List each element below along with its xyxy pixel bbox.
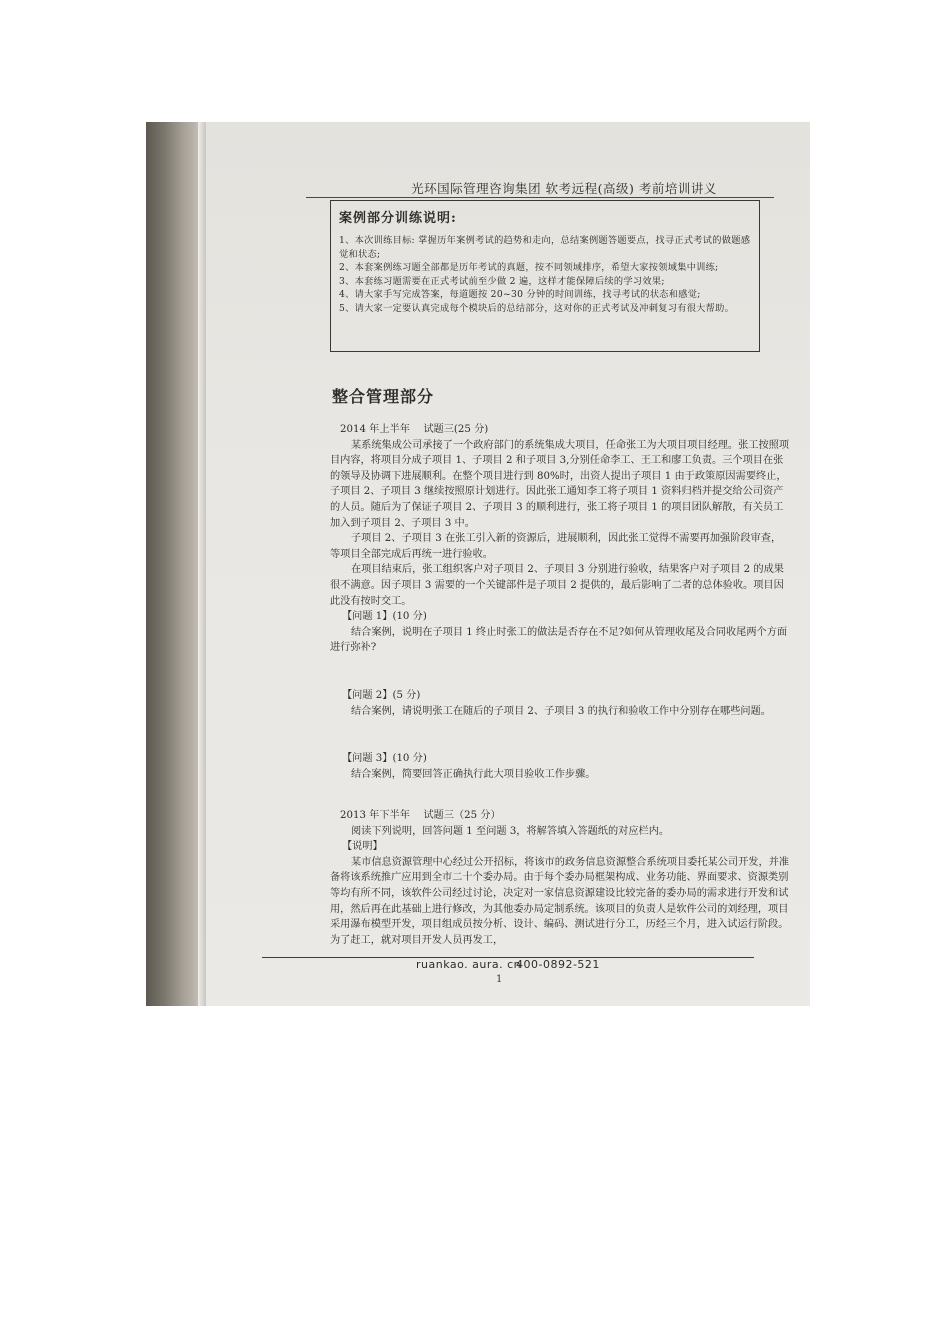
section-title: 整合管理部分 — [332, 387, 435, 406]
notice-item: 1、本次训练目标: 掌握历年案例考试的趋势和走向，总结案例题答题要点，找寻正式考试的做题感觉和状态; — [339, 235, 751, 260]
training-notice-box — [330, 200, 760, 352]
page-header-title: 光环国际管理咨询集团 软考远程(高级) 考前培训讲义 — [411, 181, 717, 196]
answer-space — [330, 719, 790, 751]
case-paragraph: 某系统集成公司承接了一个政府部门的系统集成大项目，任命张工为大项目项目经理。张工按照项目内容，将项目分成子项目 1、子项目 2 和子项目 3,分别任命李工、王工和廖工负责。三个项目在张的领导及协调下进展顺利。在整个项目进行到 80%时，出资人提出子项目 1 由于政策原因需要终止，子项目 2、子项目 3 继续按照原计划进行。因此张工通知李工将子项目 1 资料归档并提交给公司资产的人员。随后为了保证子项目 2、子项目 3 的顺利进行，张工将子项目 1 的项目团队解散，有关员工加入到子项目 2、子项目 3 中。 — [330, 439, 790, 529]
book-spine-shadow — [146, 122, 206, 1006]
case-paragraph: 某市信息资源管理中心经过公开招标，将该市的政务信息资源整合系统项目委托某公司开发，并准备将该系统推广应用到全市二十个委办局。由于每个委办局框架构成、业务功能、界面要求、资源类别等均有所不同，该软件公司经过讨论，决定对一家信息资源建设比较完备的委办局的需求进行开发和试用，然后再在此基础上进行修改，为其他委办局定制系统。该项目的负责人是软件公司的刘经理，项目采用瀑布模型开发，项目组成员按分析、设计、编码、测试进行分工，历经三个月，进入试运行阶段。为了赶工，就对项目开发人员再发工， — [330, 856, 790, 946]
footer-phone: 400-0892-521 — [516, 958, 600, 971]
exam-heading: 2014 年上半年 试题三(25 分) — [340, 424, 489, 435]
page-edge — [198, 122, 206, 1006]
question-heading: 【问题 1】(10 分) — [342, 611, 427, 623]
document-photo — [146, 122, 810, 1006]
question-heading: 【问题 3】(10 分) — [342, 753, 427, 765]
exam-heading: 2013 年下半年 试题三（25 分） — [340, 810, 501, 821]
question-text: 结合案例，简要回答正确执行此大项目验收工作步骤。 — [351, 768, 596, 780]
case-paragraph: 子项目 2、子项目 3 在张工引入新的资源后，进展顺利，因此张工觉得不需要再加强阶段审查，等项目全部完成后再统一进行验收。 — [330, 533, 782, 560]
instruction-text: 阅读下列说明，回答问题 1 至问题 3，将解答填入答题纸的对应栏内。 — [351, 825, 670, 837]
footer-website: ruankao. aura. cn — [416, 958, 522, 971]
answer-space — [330, 656, 790, 688]
question-text: 结合案例，说明在子项目 1 终止时张工的做法是否存在不足?如何从管理收尾及合同收尾两个方面进行弥补? — [330, 626, 788, 654]
case-paragraph: 在项目结束后，张工组织客户对子项目 2、子项目 3 分别进行验收，结果客户对子项目 2 的成果很不满意。因子项目 3 需要的一个关键部件是子项目 2 提供的，最后影响了二者的总体验收。项目因此没有按时交工。 — [330, 564, 784, 607]
header-divider — [306, 197, 774, 198]
exam-2014-block — [330, 422, 790, 782]
document-page — [206, 122, 810, 1006]
notice-title: 案例部分训练说明: — [339, 211, 457, 226]
description-heading: 【说明】 — [342, 841, 383, 853]
notice-item: 4、请大家手写完成答案，每道题按 20~30 分钟的时间训练，找寻考试的状态和感觉; — [339, 289, 701, 300]
question-heading: 【问题 2】(5 分) — [342, 689, 421, 701]
question-text: 结合案例，请说明张工在随后的子项目 2、子项目 3 的执行和验收工作中分别存在哪些问题。 — [351, 705, 771, 717]
notice-item: 3、本套练习题需要在正式考试前至少做 2 遍，这样才能保障后续的学习效果; — [339, 275, 665, 287]
notice-item: 5、请大家一定要认真完成每个模块后的总结部分，这对你的正式考试及冲刺复习有很大帮助。 — [339, 302, 735, 314]
exam-2013-block — [330, 808, 790, 948]
notice-item: 2、本套案例练习题全部都是历年考试的真题，按不同领域排序，希望大家按领域集中训练; — [339, 262, 719, 273]
page-number: 1 — [496, 974, 503, 985]
